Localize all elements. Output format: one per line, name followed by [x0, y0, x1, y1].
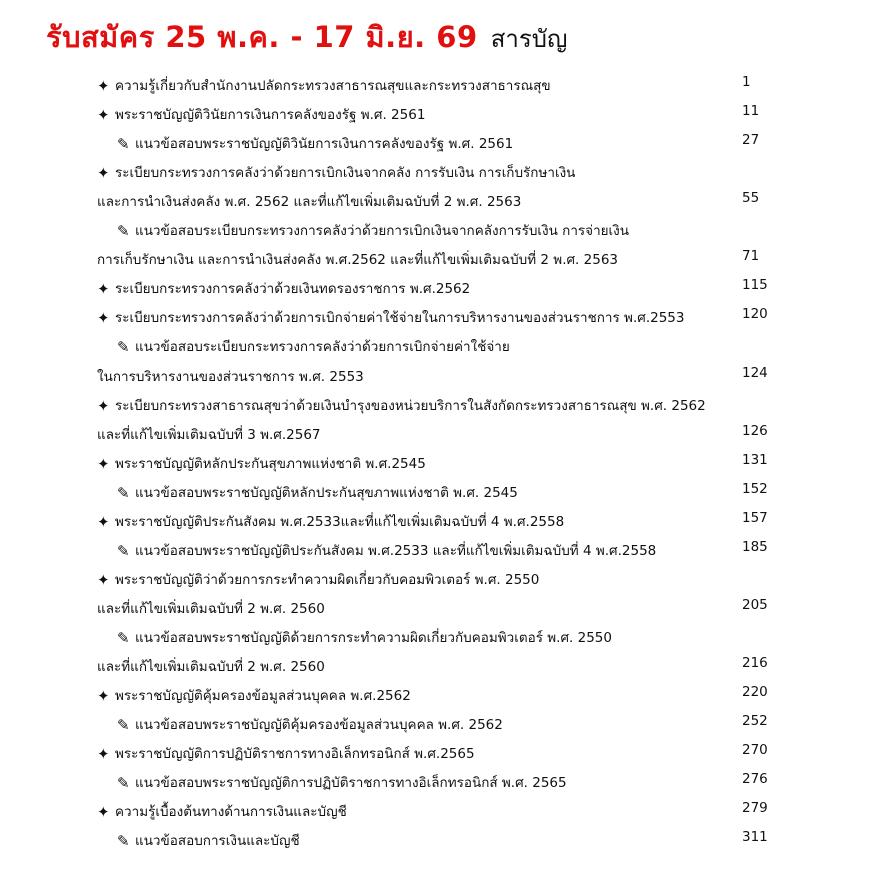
- pencil-icon: ✎: [117, 628, 130, 647]
- toc-page-number: 126: [742, 422, 768, 439]
- toc-entry: [0, 737, 875, 766]
- toc-entry: [0, 127, 875, 156]
- toc-entry-text: พระราชบัญญัติหลักประกันสุขภาพแห่งชาติ พ.ศ.2545: [115, 455, 426, 472]
- toc-page-number: 124: [742, 364, 768, 381]
- toc-entry-text: พระราชบัญญัติการปฏิบัติราชการทางอิเล็กทรอนิกส์ พ.ศ.2565: [115, 746, 475, 763]
- toc-entry: [0, 185, 875, 214]
- toc-page-number: 276: [742, 771, 768, 788]
- toc-entry-text: ความรู้เบื้องต้นทางด้านการเงินและบัญชี: [115, 804, 347, 821]
- toc-page-number: 157: [742, 509, 768, 526]
- toc-page-number: 71: [742, 248, 760, 265]
- toc-page-number: 1: [742, 74, 751, 90]
- toc-entry-text: ระเบียบกระทรวงการคลังว่าด้วยการเบิกจ่ายค่าใช้จ่ายในการบริหารงานของส่วนราชการ พ.ศ.2553: [115, 310, 685, 327]
- pencil-icon: ✎: [117, 483, 130, 502]
- toc-entry-text: แนวข้อสอบพระราชบัญญัติด้วยการกระทำความผิดเกี่ยวกับคอมพิวเตอร์ พ.ศ. 2550: [135, 629, 612, 646]
- registration-period-title: รับสมัคร 25 พ.ค. - 17 มิ.ย. 69: [46, 20, 478, 54]
- toc-page-number: 216: [742, 655, 768, 671]
- toc-entry: [0, 795, 875, 824]
- star-icon: ✦: [97, 803, 110, 822]
- toc-entry-line: [117, 626, 612, 648]
- toc-entry: [0, 650, 875, 679]
- pencil-icon: ✎: [117, 222, 130, 241]
- toc-entry: [0, 679, 875, 708]
- toc-entry-line: [97, 365, 364, 387]
- pencil-icon: ✎: [117, 541, 130, 560]
- toc-entry-text: การเก็บรักษาเงิน และการนำเงินส่งคลัง พ.ศ.2562 และที่แก้ไขเพิ่มเติมฉบับที่ 2 พ.ศ. 2563: [97, 252, 618, 269]
- toc-entry-text: แนวข้อสอบพระราชบัญญัติหลักประกันสุขภาพแห่งชาติ พ.ศ. 2545: [135, 484, 518, 501]
- toc-entry-text: พระราชบัญญัติว่าด้วยการกระทำความผิดเกี่ยวกับคอมพิวเตอร์ พ.ศ. 2550: [115, 571, 540, 588]
- toc-entry-text: และที่แก้ไขเพิ่มเติมฉบับที่ 2 พ.ศ. 2560: [97, 659, 325, 675]
- toc-page-number: 279: [742, 800, 768, 817]
- toc-entry: [0, 621, 875, 650]
- toc-page-number: 55: [742, 190, 760, 207]
- toc-entry-line: [117, 481, 518, 503]
- toc-page-number: 11: [742, 103, 760, 120]
- toc-entry-line: [117, 335, 510, 357]
- toc-entry-text: ระเบียบกระทรวงสาธารณสุขว่าด้วยเงินบำรุงของหน่วยบริการในสังกัดกระทรวงสาธารณสุข พ.ศ. 2562: [115, 397, 706, 414]
- toc-entry-text: แนวข้อสอบการเงินและบัญชี: [135, 833, 300, 850]
- toc-entry-line: [97, 248, 618, 270]
- toc-entry-text: และที่แก้ไขเพิ่มเติมฉบับที่ 3 พ.ศ.2567: [97, 426, 321, 443]
- toc-page-number: 220: [742, 684, 768, 701]
- star-icon: ✦: [97, 687, 110, 706]
- toc-entry: [0, 389, 875, 418]
- toc-entry-line: [97, 277, 470, 299]
- toc-entry-line: [117, 132, 513, 154]
- toc-entry-line: [97, 510, 564, 532]
- toc-entry-text: พระราชบัญญัติประกันสังคม พ.ศ.2533และที่แก้ไขเพิ่มเติมฉบับที่ 4 พ.ศ.2558: [115, 513, 565, 530]
- toc-entry: [0, 360, 875, 389]
- toc-entry-text: ระเบียบกระทรวงการคลังว่าด้วยเงินทดรองราชการ พ.ศ.2562: [115, 281, 471, 298]
- toc-entry-line: [97, 684, 411, 706]
- toc-entry-text: แนวข้อสอบพระราชบัญญัติคุ้มครองข้อมูลส่วนบุคคล พ.ศ. 2562: [135, 717, 503, 734]
- pencil-icon: ✎: [117, 338, 130, 357]
- toc-entry-text: พระราชบัญญัติคุ้มครองข้อมูลส่วนบุคคล พ.ศ.2562: [115, 688, 411, 705]
- toc-page-number: 252: [742, 713, 768, 730]
- toc-entry-line: [97, 597, 325, 619]
- toc-entry-line: [97, 190, 521, 212]
- toc-title: สารบัญ: [490, 25, 568, 53]
- toc-entry: [0, 156, 875, 185]
- toc-page-number: 270: [742, 742, 768, 759]
- toc-entry-line: [97, 394, 706, 416]
- pencil-icon: ✎: [117, 716, 130, 735]
- toc-entry: [0, 708, 875, 737]
- toc-entry: [0, 243, 875, 272]
- star-icon: ✦: [97, 454, 110, 473]
- toc-page-number: 185: [742, 538, 768, 555]
- toc-entry: [0, 592, 875, 621]
- toc-entry: [0, 534, 875, 563]
- toc-entry: [0, 418, 875, 447]
- star-icon: ✦: [97, 280, 110, 299]
- star-icon: ✦: [97, 570, 110, 589]
- toc-entry-line: [97, 452, 426, 474]
- toc-entry: [0, 563, 875, 592]
- toc-page-number: 27: [742, 132, 760, 149]
- toc-entry-text: ในการบริหารงานของส่วนราชการ พ.ศ. 2553: [97, 368, 364, 385]
- star-icon: ✦: [97, 396, 110, 415]
- star-icon: ✦: [97, 164, 110, 183]
- toc-entry-text: แนวข้อสอบพระราชบัญญัติประกันสังคม พ.ศ.2533 และที่แก้ไขเพิ่มเติมฉบับที่ 4 พ.ศ.2558: [135, 542, 657, 559]
- toc-entry-line: [97, 161, 575, 183]
- star-icon: ✦: [97, 106, 110, 125]
- toc-entry-line: [117, 829, 300, 851]
- toc-entry-line: [117, 219, 629, 241]
- toc-entry: [0, 447, 875, 476]
- toc-entry-line: [97, 800, 347, 822]
- toc-entry-text: และที่แก้ไขเพิ่มเติมฉบับที่ 2 พ.ศ. 2560: [97, 600, 325, 617]
- toc-entry-line: [117, 539, 656, 561]
- toc-entry-text: และการนำเงินส่งคลัง พ.ศ. 2562 และที่แก้ไขเพิ่มเติมฉบับที่ 2 พ.ศ. 2563: [97, 194, 522, 211]
- toc-entry: [0, 824, 875, 853]
- pencil-icon: ✎: [117, 832, 130, 851]
- toc-entry: [0, 330, 875, 359]
- toc-entry-line: [97, 568, 539, 590]
- toc-page-number: 311: [742, 829, 768, 846]
- toc-entry-line: [97, 742, 475, 764]
- toc-page-number: 152: [742, 480, 768, 497]
- toc-entry: [0, 69, 875, 98]
- toc-entry-line: [97, 74, 551, 96]
- toc-entry-line: [97, 423, 321, 445]
- toc-entry-text: ความรู้เกี่ยวกับสำนักงานปลัดกระทรวงสาธารณสุขและกระทรวงสาธารณสุข: [115, 78, 551, 94]
- toc-entry-line: [117, 771, 567, 793]
- toc-entry-text: แนวข้อสอบระเบียบกระทรวงการคลังว่าด้วยการเบิกจ่ายค่าใช้จ่าย: [135, 339, 510, 356]
- toc-page-number: 205: [742, 596, 768, 613]
- toc-entry: [0, 505, 875, 534]
- star-icon: ✦: [97, 77, 110, 95]
- star-icon: ✦: [97, 745, 110, 764]
- toc-entry-text: แนวข้อสอบพระราชบัญญัติวินัยการเงินการคลังของรัฐ พ.ศ. 2561: [135, 136, 514, 153]
- toc-entry-line: [97, 103, 425, 125]
- toc-entry-text: แนวข้อสอบระเบียบกระทรวงการคลังว่าด้วยการเบิกเงินจากคลังการรับเงิน การจ่ายเงิน: [135, 223, 629, 240]
- toc-entry: [0, 272, 875, 301]
- star-icon: ✦: [97, 512, 110, 531]
- toc-page-number: 120: [742, 306, 768, 323]
- toc-entry: [0, 766, 875, 795]
- toc-entry-line: [117, 713, 503, 735]
- toc-entry: [0, 98, 875, 127]
- toc-entry-text: แนวข้อสอบพระราชบัญญัติการปฏิบัติราชการทางอิเล็กทรอนิกส์ พ.ศ. 2565: [135, 775, 567, 792]
- pencil-icon: ✎: [117, 774, 130, 793]
- toc-entry: [0, 301, 875, 330]
- toc-entry-line: [97, 306, 684, 328]
- toc-entry: [0, 476, 875, 505]
- toc-entry: [0, 214, 875, 243]
- toc-entry-text: ระเบียบกระทรวงการคลังว่าด้วยการเบิกเงินจากคลัง การรับเงิน การเก็บรักษาเงิน: [115, 165, 576, 182]
- toc-entry-line: [97, 655, 325, 677]
- toc-page-number: 131: [742, 451, 768, 468]
- star-icon: ✦: [97, 309, 110, 328]
- toc-page-number: 115: [742, 277, 768, 294]
- pencil-icon: ✎: [117, 135, 130, 154]
- toc-entry-text: พระราชบัญญัติวินัยการเงินการคลังของรัฐ พ.ศ. 2561: [115, 107, 426, 124]
